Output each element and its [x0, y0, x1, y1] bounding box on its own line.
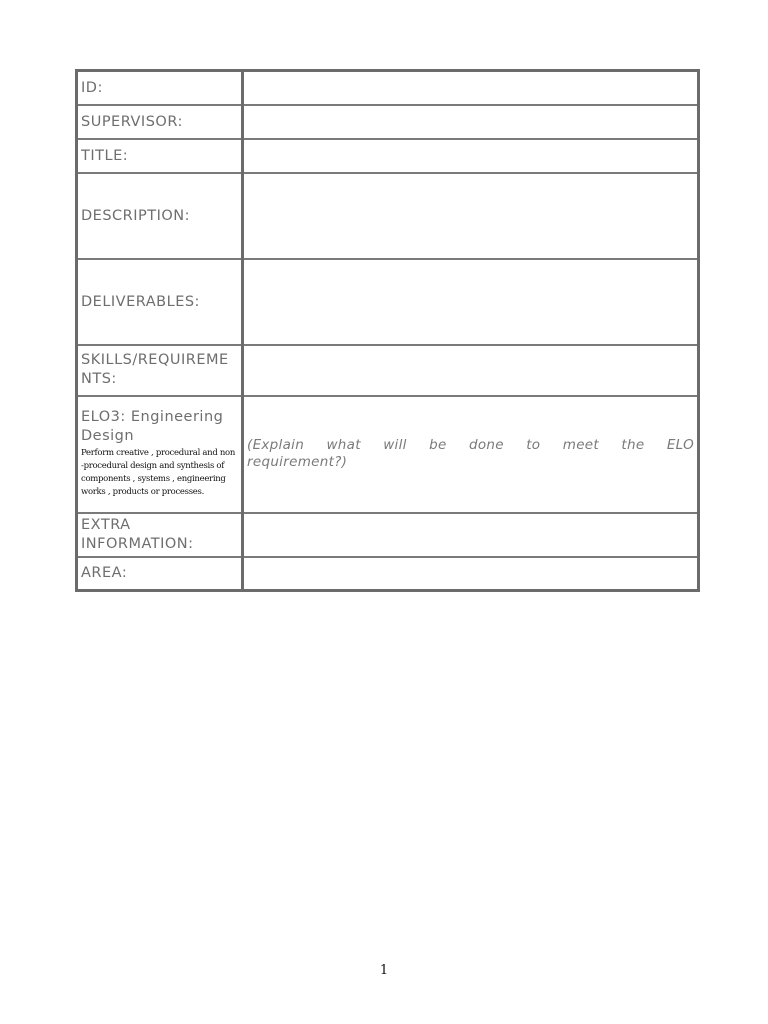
extra-information-value[interactable]	[243, 513, 699, 557]
form-row-area	[77, 557, 699, 591]
description-value[interactable]	[243, 173, 699, 259]
form-row-deliverables	[77, 259, 699, 345]
deliverables-label: DELIVERABLES:	[77, 259, 243, 345]
skills-value[interactable]	[243, 345, 699, 396]
title-value[interactable]	[243, 139, 699, 173]
id-value[interactable]	[243, 71, 699, 105]
extra-information-label: EXTRA INFORMATION:	[77, 513, 243, 557]
form-row-extra	[77, 513, 699, 557]
project-form-table	[75, 69, 700, 592]
form-row-id	[77, 71, 699, 105]
elo-label-cell	[77, 396, 243, 513]
form-row-supervisor	[77, 105, 699, 139]
elo-description: Perform creative , procedural and non -procedural design and synthesis of components , systems , engineering works , products or processes.	[81, 447, 236, 497]
area-value[interactable]	[243, 557, 699, 591]
form-row-skills	[77, 345, 699, 396]
form-row-elo	[77, 396, 699, 513]
elo-hint	[247, 437, 694, 471]
supervisor-label: SUPERVISOR:	[77, 105, 243, 139]
id-label: ID:	[77, 71, 243, 105]
skills-label: SKILLS/REQUIREMENTS:	[77, 345, 243, 396]
elo-title: ELO3: Engineering Design	[81, 408, 224, 444]
form-row-title	[77, 139, 699, 173]
page-number: 1	[379, 963, 389, 978]
supervisor-value[interactable]	[243, 105, 699, 139]
form-row-description	[77, 173, 699, 259]
area-label: AREA:	[77, 557, 243, 591]
elo-hint-line1: (Explain what will be done to meet the ELO	[247, 437, 694, 453]
elo-value[interactable]	[243, 396, 699, 513]
deliverables-value[interactable]	[243, 259, 699, 345]
title-label: TITLE:	[77, 139, 243, 173]
description-label: DESCRIPTION:	[77, 173, 243, 259]
elo-hint-line2: requirement?)	[247, 454, 348, 470]
